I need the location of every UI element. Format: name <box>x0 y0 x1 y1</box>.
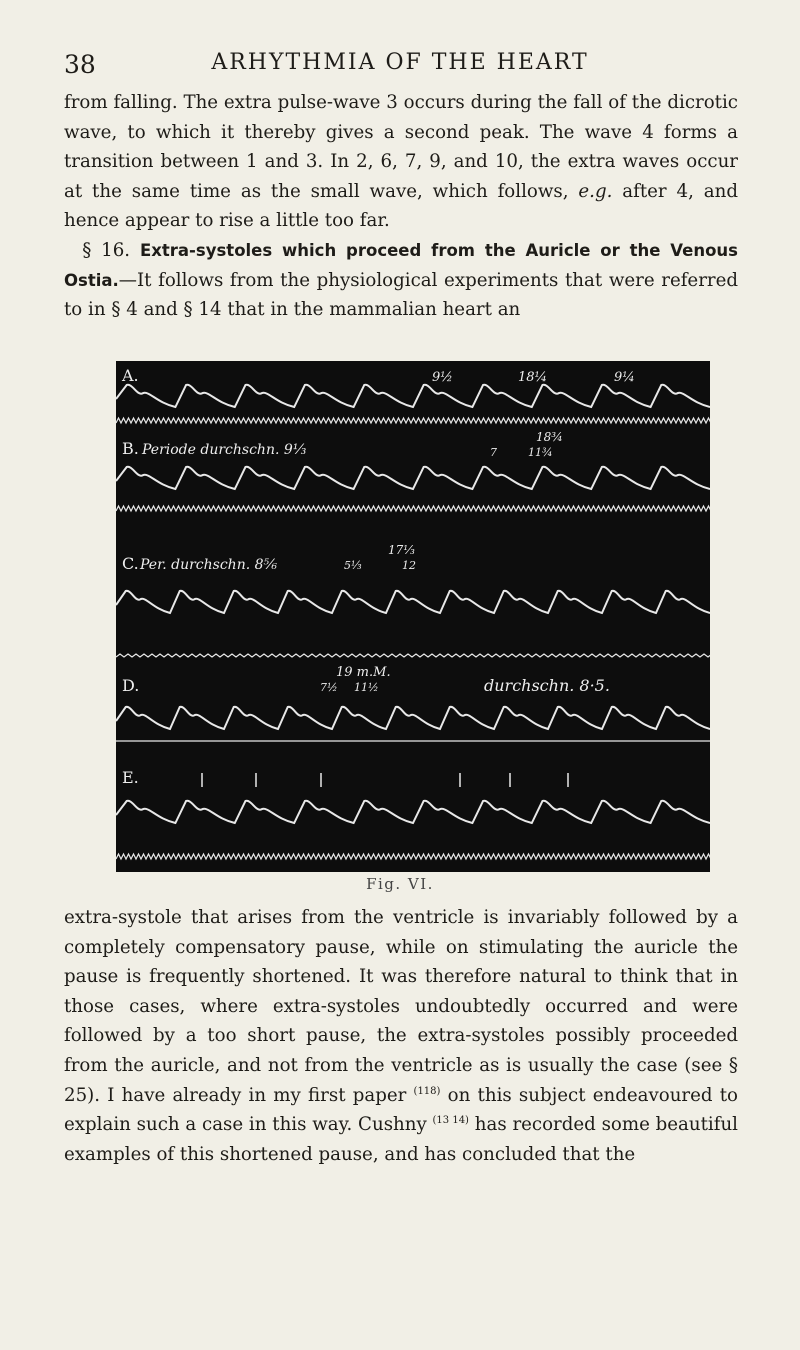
panel-c-text: Per. durchschn. 8⅚ <box>140 557 278 573</box>
panel-e-letter: E. <box>122 768 139 787</box>
trace-d-pulse <box>116 707 710 729</box>
figure-svg <box>116 361 710 872</box>
page-header <box>64 50 736 84</box>
panel-b-text: Periode durchschn. 9⅓ <box>142 442 307 458</box>
section-text: —It follows from the physiological experiments that were referred to in § 4 and § 14 that in the mammalian heart an <box>64 269 738 321</box>
panel-d-interval-top: 19 m.M. <box>336 665 391 680</box>
trace-b-pulse <box>116 467 710 489</box>
para2-after: has recorded some beautiful examples of this shortened pause, and has concluded that the <box>64 1114 739 1165</box>
panel-c-interval-left: 5⅓ <box>344 559 362 572</box>
panel-d-interval-right: 11½ <box>354 681 379 694</box>
panel-c-interval-right: 12 <box>402 559 416 572</box>
trace-b-time <box>116 506 710 511</box>
para1-text: from falling. The extra pulse-wave 3 occurs during the fall of the dicrotic wave, to which it thereby gives a second peak. The wave 4 forms a transition between 1 and 3. In 2, 6, 7, 9, and 10, the extra waves occur at the same time as the small wave, which follows, <box>64 92 738 202</box>
panel-b-interval-left: 7 <box>490 446 497 459</box>
trace-c-time <box>116 654 710 657</box>
trace-a-time <box>116 418 710 423</box>
section-title: Extra-systoles which proceed from the Auricle or the Venous Ostia. <box>64 240 738 290</box>
paragraph-bottom <box>64 903 738 1169</box>
panel-a-letter: A. <box>122 366 139 385</box>
section-number: § 16. <box>82 239 131 261</box>
panel-a-interval-2: 18¼ <box>518 370 548 385</box>
panel-a-interval-1: 9½ <box>432 370 453 385</box>
panel-c-letter: C. <box>122 554 139 573</box>
panel-d-interval-left: 7½ <box>320 681 338 694</box>
panel-a-interval-3: 9¼ <box>614 370 635 385</box>
para1-after: after 4, and hence appear to rise a little too far. <box>64 180 738 232</box>
para2-mid: on this subject endeavoured to explain such a case in this way. Cushny <box>64 1084 738 1136</box>
panel-b-letter: B. <box>122 439 139 458</box>
trace-c-pulse <box>116 591 710 613</box>
trace-e-pulse <box>116 801 710 823</box>
page-number: 38 <box>64 50 96 79</box>
trace-a-pulse <box>116 385 710 407</box>
trace-e-time <box>116 854 710 859</box>
panel-d-letter: D. <box>122 676 140 695</box>
panel-b-interval-right: 11¾ <box>528 446 553 459</box>
para2-before: extra-systole that arises from the ventricle is invariably followed by a completely compensatory pause, while on stimulating the auricle the pause is frequently shortened. It was therefore natural to think that in those cases, where extra-systoles undoubtedly occurred and were followed by a too short pause, the extra-systoles possibly proceeded from the auricle, and not from the ventricle as is usually the case (see § 25). I have already in my first paper <box>64 907 738 1106</box>
figure-caption: Fig. VI. <box>366 875 434 893</box>
panel-c-interval-top: 17⅓ <box>388 543 415 557</box>
running-title: ARHYTHMIA OF THE HEART <box>211 50 589 75</box>
reference-13-14: (13 14) <box>432 1115 469 1127</box>
panel-d-text: durchschn. 8·5. <box>484 676 610 695</box>
para1-eg: e.g. <box>578 180 613 202</box>
reference-118: (118) <box>413 1085 441 1097</box>
panel-b-interval-top: 18¾ <box>536 430 563 444</box>
paragraph-top <box>64 88 738 325</box>
kymograph-figure <box>116 361 710 872</box>
